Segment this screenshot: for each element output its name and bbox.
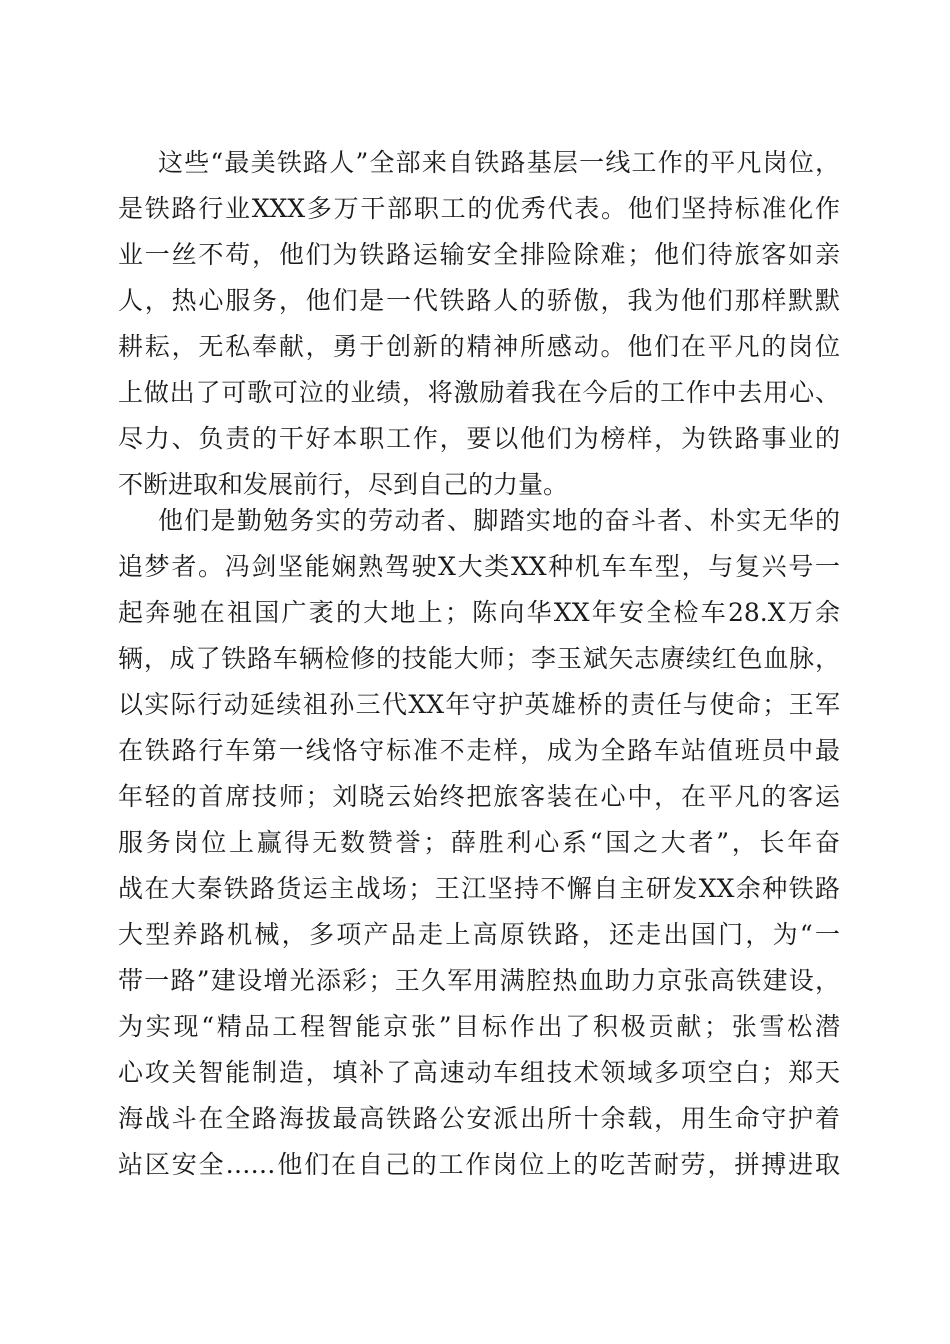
paragraph-line: 心攻关智能制造，填补了高速动车组技术领域多项空白；郑天 xyxy=(118,1058,840,1087)
paragraph-2 xyxy=(118,498,840,1188)
paragraph-line: 他们是勤勉务实的劳动者、脚踏实地的奋斗者、朴实无华的 xyxy=(158,506,840,535)
paragraph-line: 海战斗在全路海拔最高铁路公安派出所十余载，用生命守护着 xyxy=(118,1104,840,1133)
paragraph-line: 尽力、负责的干好本职工作，要以他们为榜样，为铁路事业的 xyxy=(118,424,840,453)
paragraph-line: 大型养路机械，多项产品走上高原铁路，还走出国门，为“一 xyxy=(118,920,840,949)
paragraph-line: 人，热心服务，他们是一代铁路人的骄傲，我为他们那样默默 xyxy=(118,286,840,315)
paragraph-line: 以实际行动延续祖孙三代XX年守护英雄桥的责任与使命；王军 xyxy=(118,690,840,719)
paragraph-line: 站区安全……他们在自己的工作岗位上的吃苦耐劳，拼搏进取 xyxy=(118,1150,840,1179)
paragraph-line: 战在大秦铁路货运主战场；王江坚持不懈自主研发XX余种铁路 xyxy=(118,874,840,903)
paragraph-line: 在铁路行车第一线恪守标准不走样，成为全路车站值班员中最 xyxy=(118,736,840,765)
paragraph-1 xyxy=(118,140,840,508)
paragraph-line: 耕耘，无私奉献，勇于创新的精神所感动。他们在平凡的岗位 xyxy=(118,332,840,361)
paragraph-line: 带一路”建设增光添彩；王久军用满腔热血助力京张高铁建设， xyxy=(118,966,840,995)
paragraph-line: 起奔驰在祖国广袤的大地上；陈向华XX年安全检车28.X万余 xyxy=(118,598,840,627)
paragraph-line: 不断进取和发展前行，尽到自己的力量。 xyxy=(118,470,569,499)
paragraph-line: 年轻的首席技师；刘晓云始终把旅客装在心中，在平凡的客运 xyxy=(118,782,840,811)
paragraph-line: 这些“最美铁路人”全部来自铁路基层一线工作的平凡岗位， xyxy=(158,148,840,177)
paragraph-line: 为实现“精品工程智能京张”目标作出了积极贡献；张雪松潜 xyxy=(118,1012,840,1041)
paragraph-line: 辆，成了铁路车辆检修的技能大师；李玉斌矢志赓续红色血脉， xyxy=(118,644,840,673)
paragraph-line: 业一丝不苟，他们为铁路运输安全排险除难；他们待旅客如亲 xyxy=(118,240,840,269)
paragraph-line: 服务岗位上赢得无数赞誉；薛胜利心系“国之大者”，长年奋 xyxy=(118,828,840,857)
paragraph-line: 上做出了可歌可泣的业绩，将激励着我在今后的工作中去用心、 xyxy=(118,378,840,407)
paragraph-line: 追梦者。冯剑坚能娴熟驾驶X大类XX种机车车型，与复兴号一 xyxy=(118,552,840,581)
paragraph-line: 是铁路行业XXX多万干部职工的优秀代表。他们坚持标准化作 xyxy=(118,194,840,223)
